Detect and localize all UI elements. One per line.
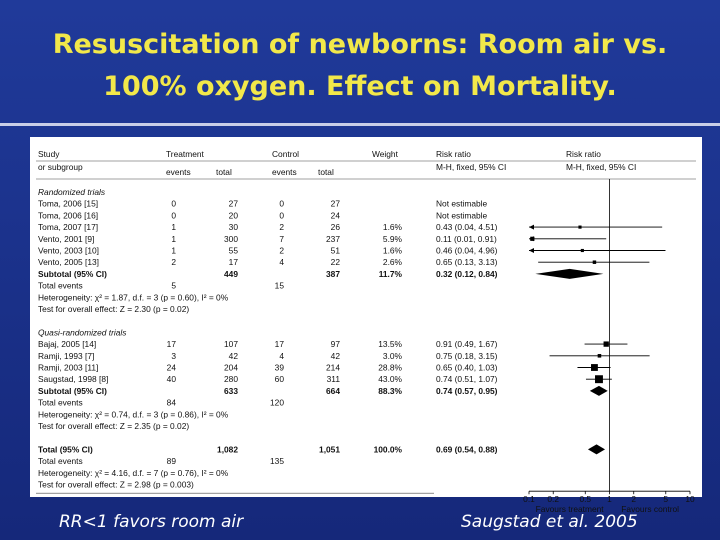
- point-estimate-square: [591, 364, 598, 371]
- control-events: 39: [274, 362, 284, 373]
- title-line-1: Resuscitation of newborns: Room air vs.: [52, 29, 668, 60]
- statistics-text: Test for overall effect: Z = 2.35 (p = 0.02): [38, 421, 190, 431]
- control-total: 24: [330, 210, 340, 221]
- subtotal-label: Subtotal (95% CI): [38, 268, 107, 279]
- study-name: Toma, 2006 [16]: [38, 210, 99, 221]
- favours-treatment-label: Favours treatment: [535, 504, 604, 515]
- header-treatment-events: events: [166, 167, 191, 177]
- weight-value: 28.8%: [378, 362, 402, 373]
- treatment-total: 633: [224, 385, 238, 396]
- plot-area: [523, 179, 695, 514]
- weight-value: 11.7%: [378, 268, 402, 279]
- study-name: Toma, 2007 [17]: [38, 222, 99, 233]
- treatment-total: 300: [224, 233, 238, 244]
- control-total: 237: [326, 233, 340, 244]
- title-line-2: 100% oxygen. Effect on Mortality.: [103, 71, 617, 102]
- treatment-events: 3: [171, 350, 176, 361]
- forest-plot-figure: [30, 137, 702, 515]
- statistics-text: Test for overall effect: Z = 2.98 (p = 0.003): [38, 479, 194, 490]
- risk-ratio-value: 0.32 (0.12, 0.84): [436, 268, 498, 279]
- header-treatment: Treatment: [166, 149, 204, 159]
- forest-plot: [30, 137, 702, 515]
- point-estimate-square: [598, 354, 602, 358]
- risk-ratio-value: Not estimable: [436, 210, 488, 221]
- pooled-estimate-diamond: [590, 386, 608, 396]
- weight-value: 100.0%: [373, 444, 402, 455]
- treatment-total: 449: [224, 268, 238, 279]
- weight-value: 5.9%: [382, 233, 402, 244]
- weight-value: 1.6%: [382, 245, 402, 256]
- control-events: 60: [274, 374, 284, 385]
- risk-ratio-value: 0.43 (0.04, 4.51): [436, 222, 498, 233]
- subgroup-heading: Quasi-randomized trials: [38, 327, 127, 338]
- header-rr-method-1: M-H, fixed, 95% CI: [436, 162, 507, 172]
- control-events: 7: [279, 233, 284, 244]
- risk-ratio-value: 0.91 (0.49, 1.67): [436, 339, 498, 350]
- weight-value: 88.3%: [378, 385, 402, 396]
- study-name: Saugstad, 1998 [8]: [38, 374, 109, 385]
- weight-value: 3.0%: [382, 350, 402, 361]
- header-control-events: events: [272, 167, 297, 177]
- header-treatment-total: total: [216, 167, 232, 177]
- treatment-events-total: 5: [171, 280, 176, 291]
- treatment-total: 107: [224, 339, 238, 350]
- risk-ratio-value: 0.69 (0.54, 0.88): [436, 444, 498, 455]
- treatment-events: 0: [171, 210, 176, 221]
- point-estimate-square: [530, 237, 534, 241]
- weight-value: 43.0%: [378, 374, 402, 385]
- treatment-total: 204: [224, 362, 238, 373]
- control-total: 214: [326, 362, 340, 373]
- treatment-total: 280: [224, 374, 238, 385]
- statistics-text: Heterogeneity: χ² = 1.87, d.f. = 3 (p = 0.60), I² = 0%: [38, 292, 229, 303]
- weight-value: 13.5%: [378, 339, 402, 350]
- x-tick-label: 2: [631, 494, 637, 505]
- study-name: Bajaj, 2005 [14]: [38, 339, 97, 350]
- control-events: 2: [279, 222, 284, 233]
- treatment-total: 1,082: [217, 444, 238, 455]
- header-rr-method-2: M-H, fixed, 95% CI: [566, 162, 637, 172]
- total-events-label: Total events: [38, 397, 83, 408]
- weight-value: 1.6%: [382, 222, 402, 233]
- treatment-total: 27: [228, 198, 238, 209]
- point-estimate-square: [595, 375, 603, 383]
- treatment-events-total: 84: [166, 397, 176, 408]
- risk-ratio-value: 0.65 (0.40, 1.03): [436, 362, 498, 373]
- study-name: Toma, 2006 [15]: [38, 198, 99, 209]
- control-events: 0: [279, 210, 284, 221]
- total-events-label: Total events: [38, 456, 83, 467]
- subgroup-heading: Randomized trials: [38, 187, 106, 197]
- treatment-total: 30: [228, 222, 238, 233]
- control-total: 311: [326, 374, 340, 385]
- control-events: 4: [279, 257, 284, 268]
- control-events: 0: [279, 198, 284, 209]
- control-events: 4: [279, 350, 284, 361]
- x-tick-label: 0.5: [579, 494, 592, 505]
- control-events-total: 15: [274, 280, 284, 291]
- risk-ratio-value: 0.46 (0.04, 4.96): [436, 245, 498, 256]
- total-events-label: Total events: [38, 280, 83, 291]
- header-study: Study: [38, 149, 60, 159]
- header-risk-ratio-1: Risk ratio: [436, 149, 471, 159]
- study-name: Vento, 2003 [10]: [38, 245, 100, 256]
- risk-ratio-value: Not estimable: [436, 198, 488, 209]
- control-total: 27: [330, 198, 340, 209]
- footer-citation: Saugstad et al. 2005: [461, 512, 638, 532]
- control-total: 42: [330, 350, 340, 361]
- treatment-events: 40: [166, 374, 176, 385]
- control-total: 664: [326, 385, 340, 396]
- point-estimate-square: [604, 341, 609, 346]
- footer-note: RR<1 favors room air: [59, 512, 244, 532]
- x-tick-label: 1: [607, 494, 612, 505]
- ci-arrow-left: [529, 248, 534, 253]
- treatment-events: 1: [171, 222, 176, 233]
- control-total: 26: [330, 222, 340, 233]
- risk-ratio-value: 0.65 (0.13, 3.13): [436, 257, 498, 268]
- treatment-events: 17: [166, 339, 176, 350]
- study-name: Vento, 2005 [13]: [38, 257, 100, 268]
- subtotal-label: Subtotal (95% CI): [38, 385, 107, 396]
- x-tick-label: 0.1: [523, 494, 535, 505]
- favours-control-label: Favours control: [621, 504, 680, 515]
- header-weight: Weight: [372, 149, 398, 159]
- risk-ratio-value: 0.75 (0.18, 3.15): [436, 350, 498, 361]
- point-estimate-square: [581, 249, 584, 252]
- treatment-events-total: 89: [166, 456, 176, 467]
- treatment-events: 2: [171, 257, 176, 268]
- control-total: 387: [326, 268, 340, 279]
- header-control: Control: [272, 149, 299, 159]
- treatment-events: 24: [166, 362, 176, 373]
- subtotal-label: Total (95% CI): [38, 444, 93, 455]
- treatment-total: 55: [228, 245, 238, 256]
- risk-ratio-value: 0.11 (0.01, 0.91): [436, 233, 497, 244]
- control-total: 1,051: [319, 444, 340, 455]
- control-total: 51: [330, 245, 340, 256]
- statistics-text: Heterogeneity: χ² = 0.74, d.f. = 3 (p = 0.86), I² = 0%: [38, 409, 229, 420]
- statistics-text: Heterogeneity: χ² = 4.16, d.f. = 7 (p = 0.76), I² = 0%: [38, 467, 229, 478]
- treatment-total: 20: [228, 210, 238, 221]
- header-risk-ratio-2: Risk ratio: [566, 149, 601, 159]
- control-events: 17: [274, 339, 284, 350]
- risk-ratio-value: 0.74 (0.51, 1.07): [436, 374, 498, 385]
- table-header: [36, 149, 696, 179]
- slide-title: [20, 24, 700, 108]
- pooled-estimate-diamond: [588, 444, 605, 454]
- header-subgroup: or subgroup: [38, 162, 83, 172]
- treatment-events: 1: [171, 245, 176, 256]
- pooled-estimate-diamond: [535, 269, 603, 279]
- study-name: Ramji, 1993 [7]: [38, 350, 95, 361]
- point-estimate-square: [578, 226, 581, 229]
- x-tick-label: 5: [663, 494, 669, 505]
- control-events-total: 135: [270, 456, 284, 467]
- x-tick-label: 10: [685, 494, 695, 505]
- study-name: Vento, 2001 [9]: [38, 233, 95, 244]
- title-bar: [0, 0, 720, 126]
- treatment-events: 1: [171, 233, 176, 244]
- weight-value: 2.6%: [382, 257, 402, 268]
- control-events: 2: [279, 245, 284, 256]
- header-control-total: total: [318, 167, 334, 177]
- control-total: 97: [330, 339, 340, 350]
- treatment-total: 17: [228, 257, 238, 268]
- table-rows: [36, 187, 498, 493]
- control-events-total: 120: [270, 397, 284, 408]
- statistics-text: Test for overall effect: Z = 2.30 (p = 0.02): [38, 304, 190, 314]
- treatment-events: 0: [171, 198, 176, 209]
- control-total: 22: [330, 257, 340, 268]
- point-estimate-square: [593, 260, 596, 263]
- risk-ratio-value: 0.74 (0.57, 0.95): [436, 385, 498, 396]
- treatment-total: 42: [228, 350, 238, 361]
- x-tick-label: 0.2: [547, 494, 560, 505]
- study-name: Ramji, 2003 [11]: [38, 362, 99, 373]
- ci-arrow-left: [529, 225, 534, 230]
